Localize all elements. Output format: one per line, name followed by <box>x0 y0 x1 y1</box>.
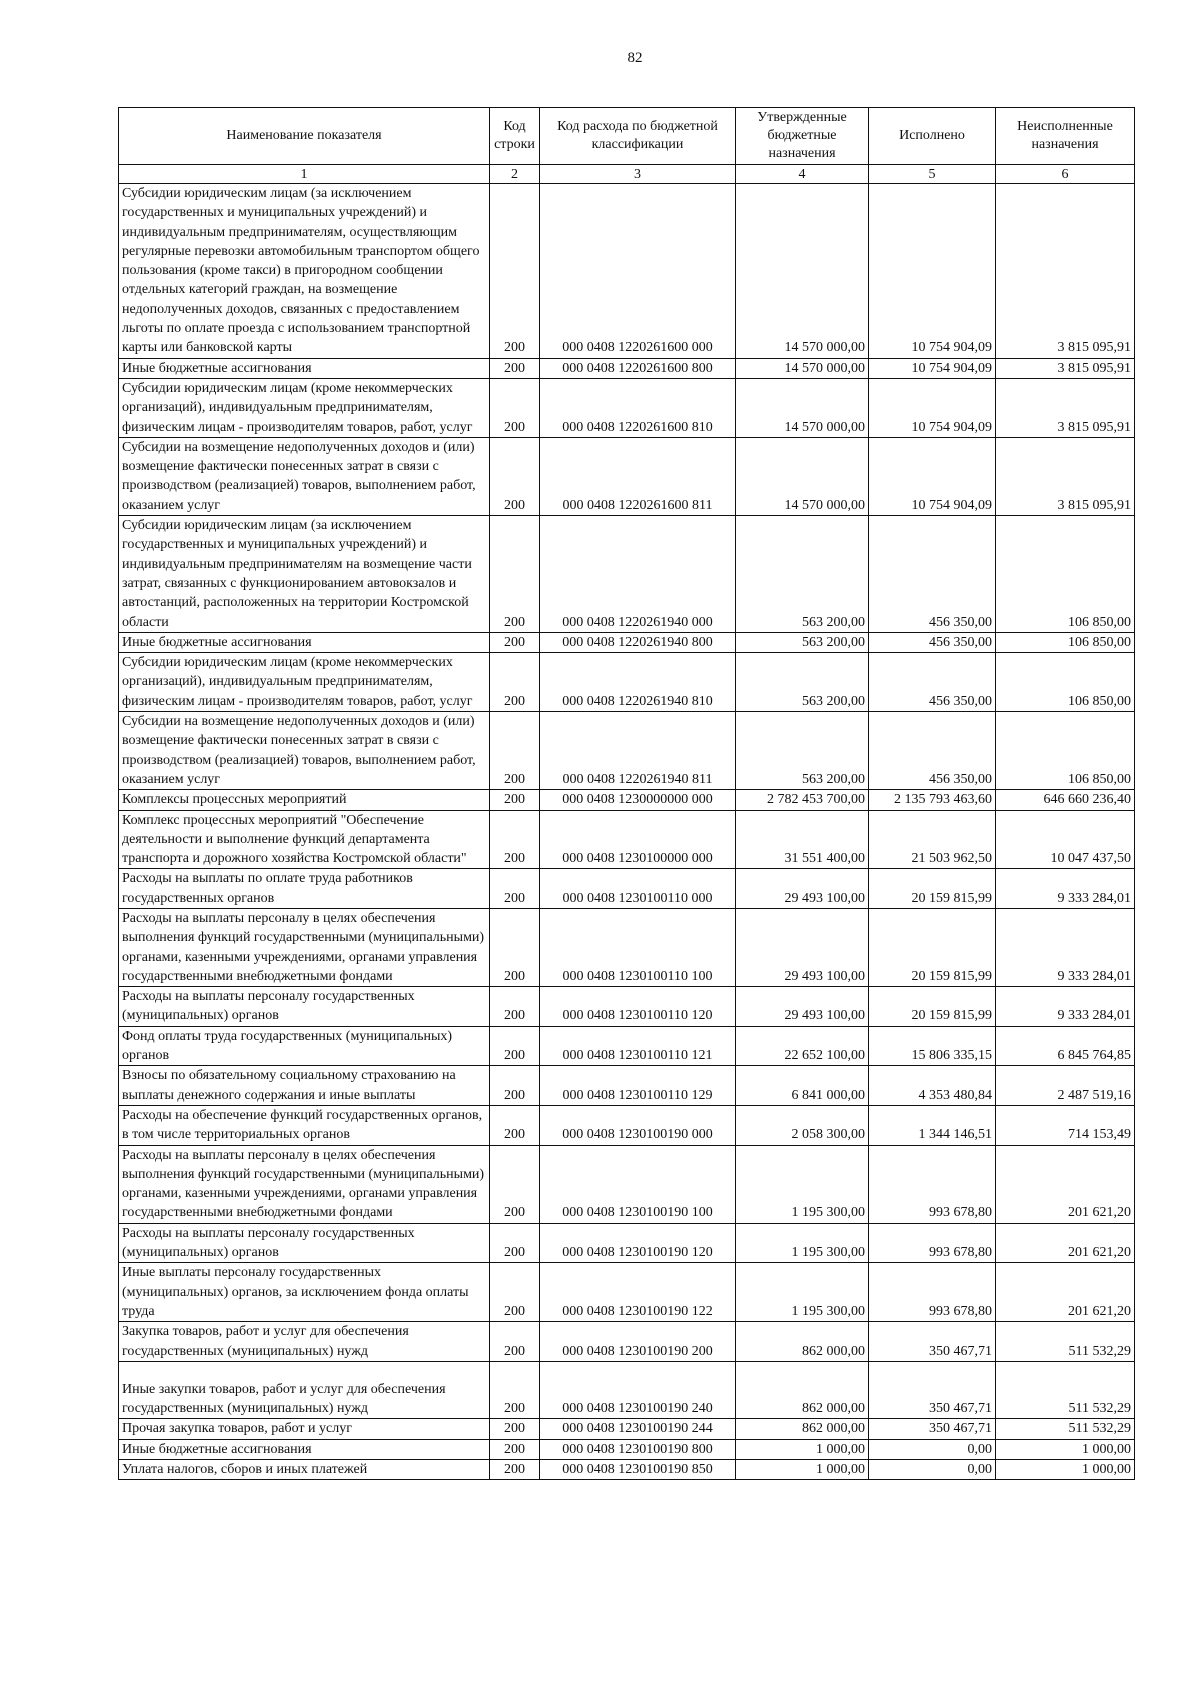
row-unexecuted-cell: 3 815 095,91 <box>996 378 1135 437</box>
row-unexecuted-cell: 6 845 764,85 <box>996 1026 1135 1066</box>
column-number: 6 <box>996 165 1135 184</box>
row-executed-cell: 20 159 815,99 <box>869 908 996 986</box>
row-code-cell: 200 <box>490 712 540 790</box>
column-number: 4 <box>736 165 869 184</box>
row-code-cell: 200 <box>490 1105 540 1145</box>
table-row <box>119 516 1135 633</box>
row-approved-cell: 22 652 100,00 <box>736 1026 869 1066</box>
table-row <box>119 1105 1135 1145</box>
row-code-cell: 200 <box>490 810 540 869</box>
row-executed-cell: 350 467,71 <box>869 1361 996 1419</box>
row-name-cell: Расходы на выплаты по оплате труда работников государственных органов <box>119 869 490 909</box>
row-unexecuted-cell: 106 850,00 <box>996 712 1135 790</box>
row-executed-cell: 20 159 815,99 <box>869 869 996 909</box>
row-unexecuted-cell: 2 487 519,16 <box>996 1066 1135 1106</box>
row-unexecuted-cell: 106 850,00 <box>996 516 1135 633</box>
row-classification-cell: 000 0408 1230100190 100 <box>540 1145 736 1223</box>
row-executed-cell: 21 503 962,50 <box>869 810 996 869</box>
row-classification-cell: 000 0408 1230100190 200 <box>540 1322 736 1362</box>
row-code-cell: 200 <box>490 1322 540 1362</box>
row-approved-cell: 1 195 300,00 <box>736 1223 869 1263</box>
row-classification-cell: 000 0408 1230100110 100 <box>540 908 736 986</box>
row-name-cell: Субсидии на возмещение недополученных доходов и (или) возмещение фактически понесенных затрат в связи с производством (реализацией) товаров, выполнением работ, оказанием услуг <box>119 712 490 790</box>
row-executed-cell: 456 350,00 <box>869 632 996 652</box>
row-name-cell: Прочая закупка товаров, работ и услуг <box>119 1419 490 1439</box>
row-unexecuted-cell: 10 047 437,50 <box>996 810 1135 869</box>
row-classification-cell: 000 0408 1230100190 850 <box>540 1460 736 1480</box>
header-executed: Исполнено <box>869 108 996 165</box>
row-code-cell: 200 <box>490 632 540 652</box>
table-row <box>119 1460 1135 1480</box>
row-executed-cell: 4 353 480,84 <box>869 1066 996 1106</box>
row-executed-cell: 1 344 146,51 <box>869 1105 996 1145</box>
row-approved-cell: 1 000,00 <box>736 1439 869 1459</box>
row-name-cell: Расходы на выплаты персоналу государственных (муниципальных) органов <box>119 987 490 1027</box>
row-name-cell: Иные бюджетные ассигнования <box>119 632 490 652</box>
table-row <box>119 653 1135 712</box>
row-unexecuted-cell: 1 000,00 <box>996 1460 1135 1480</box>
row-executed-cell: 0,00 <box>869 1460 996 1480</box>
row-executed-cell: 993 678,80 <box>869 1223 996 1263</box>
row-name-cell: Комплексы процессных мероприятий <box>119 790 490 810</box>
row-unexecuted-cell: 3 815 095,91 <box>996 437 1135 515</box>
row-approved-cell: 14 570 000,00 <box>736 437 869 515</box>
row-name-cell: Иные закупки товаров, работ и услуг для обеспечения государственных (муниципальных) нужд <box>119 1361 490 1419</box>
row-executed-cell: 350 467,71 <box>869 1419 996 1439</box>
row-code-cell: 200 <box>490 1361 540 1419</box>
row-executed-cell: 10 754 904,09 <box>869 378 996 437</box>
row-unexecuted-cell: 9 333 284,01 <box>996 987 1135 1027</box>
row-executed-cell: 0,00 <box>869 1439 996 1459</box>
row-approved-cell: 563 200,00 <box>736 516 869 633</box>
row-classification-cell: 000 0408 1220261940 000 <box>540 516 736 633</box>
row-unexecuted-cell: 9 333 284,01 <box>996 869 1135 909</box>
row-name-cell: Субсидии юридическим лицам (кроме некоммерческих организаций), индивидуальным предпринимателям, физическим лицам - производителям товаров, работ, услуг <box>119 653 490 712</box>
row-approved-cell: 31 551 400,00 <box>736 810 869 869</box>
row-code-cell: 200 <box>490 790 540 810</box>
row-classification-cell: 000 0408 1230100110 121 <box>540 1026 736 1066</box>
table-row <box>119 869 1135 909</box>
column-number: 3 <box>540 165 736 184</box>
row-code-cell: 200 <box>490 1145 540 1223</box>
row-classification-cell: 000 0408 1220261600 000 <box>540 184 736 359</box>
row-approved-cell: 14 570 000,00 <box>736 358 869 378</box>
row-name-cell: Субсидии юридическим лицам (за исключением государственных и муниципальных учреждений) и индивидуальным предпринимателям, осуществляющим регулярные перевозки автомобильным транспортом общего пользования (кроме такси) в пригородном сообщении отдельных категорий граждан, на возмещение недополученных доходов, связанных с предоставлением льготы по оплате проезда с использованием транспортной карты или банковской карты <box>119 184 490 359</box>
row-name-cell: Фонд оплаты труда государственных (муниципальных) органов <box>119 1026 490 1066</box>
row-name-cell: Иные бюджетные ассигнования <box>119 1439 490 1459</box>
row-executed-cell: 2 135 793 463,60 <box>869 790 996 810</box>
row-unexecuted-cell: 106 850,00 <box>996 653 1135 712</box>
row-code-cell: 200 <box>490 437 540 515</box>
row-executed-cell: 456 350,00 <box>869 516 996 633</box>
row-unexecuted-cell: 201 621,20 <box>996 1263 1135 1322</box>
row-classification-cell: 000 0408 1220261600 811 <box>540 437 736 515</box>
row-approved-cell: 29 493 100,00 <box>736 987 869 1027</box>
row-name-cell: Субсидии юридическим лицам (за исключением государственных и муниципальных учреждений) и индивидуальным предпринимателям на возмещение части затрат, связанных с функционированием автовокзалов и автостанций, расположенных на территории Костромской области <box>119 516 490 633</box>
table-row <box>119 632 1135 652</box>
row-unexecuted-cell: 511 532,29 <box>996 1419 1135 1439</box>
row-unexecuted-cell: 646 660 236,40 <box>996 790 1135 810</box>
row-approved-cell: 14 570 000,00 <box>736 184 869 359</box>
table-row <box>119 1145 1135 1223</box>
row-classification-cell: 000 0408 1220261600 800 <box>540 358 736 378</box>
table-row <box>119 437 1135 515</box>
budget-execution-table <box>118 107 1135 1480</box>
row-unexecuted-cell: 511 532,29 <box>996 1322 1135 1362</box>
table-row <box>119 1026 1135 1066</box>
row-classification-cell: 000 0408 1230100190 800 <box>540 1439 736 1459</box>
row-approved-cell: 14 570 000,00 <box>736 378 869 437</box>
row-approved-cell: 1 195 300,00 <box>736 1145 869 1223</box>
row-approved-cell: 563 200,00 <box>736 632 869 652</box>
table-row <box>119 1263 1135 1322</box>
row-code-cell: 200 <box>490 516 540 633</box>
row-classification-cell: 000 0408 1230100000 000 <box>540 810 736 869</box>
row-unexecuted-cell: 9 333 284,01 <box>996 908 1135 986</box>
row-unexecuted-cell: 201 621,20 <box>996 1223 1135 1263</box>
header-approved: Утвержденные бюджетные назначения <box>736 108 869 165</box>
row-approved-cell: 563 200,00 <box>736 653 869 712</box>
row-code-cell: 200 <box>490 1439 540 1459</box>
row-classification-cell: 000 0408 1220261600 810 <box>540 378 736 437</box>
row-executed-cell: 456 350,00 <box>869 712 996 790</box>
row-code-cell: 200 <box>490 653 540 712</box>
table-body <box>119 184 1135 1480</box>
table-row <box>119 790 1135 810</box>
column-number: 1 <box>119 165 490 184</box>
row-unexecuted-cell: 1 000,00 <box>996 1439 1135 1459</box>
row-code-cell: 200 <box>490 908 540 986</box>
row-executed-cell: 456 350,00 <box>869 653 996 712</box>
row-name-cell: Закупка товаров, работ и услуг для обеспечения государственных (муниципальных) нужд <box>119 1322 490 1362</box>
table-row <box>119 1322 1135 1362</box>
row-unexecuted-cell: 106 850,00 <box>996 632 1135 652</box>
row-code-cell: 200 <box>490 987 540 1027</box>
row-classification-cell: 000 0408 1230100110 120 <box>540 987 736 1027</box>
row-name-cell: Расходы на выплаты персоналу в целях обеспечения выполнения функций государственными (муниципальными) органами, казенными учреждениями, органами управления государственными внебюджетными фондами <box>119 1145 490 1223</box>
row-classification-cell: 000 0408 1230100110 129 <box>540 1066 736 1106</box>
table-row <box>119 378 1135 437</box>
table-row <box>119 987 1135 1027</box>
row-approved-cell: 862 000,00 <box>736 1322 869 1362</box>
row-executed-cell: 10 754 904,09 <box>869 358 996 378</box>
row-unexecuted-cell: 3 815 095,91 <box>996 358 1135 378</box>
row-executed-cell: 15 806 335,15 <box>869 1026 996 1066</box>
row-classification-cell: 000 0408 1220261940 810 <box>540 653 736 712</box>
row-executed-cell: 20 159 815,99 <box>869 987 996 1027</box>
column-number-row <box>119 165 1135 184</box>
row-unexecuted-cell: 3 815 095,91 <box>996 184 1135 359</box>
row-name-cell: Субсидии на возмещение недополученных доходов и (или) возмещение фактически понесенных затрат в связи с производством (реализацией) товаров, выполнением работ, оказанием услуг <box>119 437 490 515</box>
table-row <box>119 1361 1135 1419</box>
table-row <box>119 1419 1135 1439</box>
table-row <box>119 358 1135 378</box>
row-approved-cell: 862 000,00 <box>736 1419 869 1439</box>
row-name-cell: Взносы по обязательному социальному страхованию на выплаты денежного содержания и иные выплаты <box>119 1066 490 1106</box>
row-classification-cell: 000 0408 1230000000 000 <box>540 790 736 810</box>
row-approved-cell: 2 782 453 700,00 <box>736 790 869 810</box>
row-code-cell: 200 <box>490 1460 540 1480</box>
table-row <box>119 712 1135 790</box>
page-number: 82 <box>627 50 643 66</box>
row-approved-cell: 6 841 000,00 <box>736 1066 869 1106</box>
row-executed-cell: 10 754 904,09 <box>869 184 996 359</box>
row-code-cell: 200 <box>490 1026 540 1066</box>
row-code-cell: 200 <box>490 1263 540 1322</box>
row-name-cell: Иные выплаты персоналу государственных (муниципальных) органов, за исключением фонда оплаты труда <box>119 1263 490 1322</box>
row-classification-cell: 000 0408 1230100190 240 <box>540 1361 736 1419</box>
table-header-row <box>119 108 1135 165</box>
table-row <box>119 810 1135 869</box>
row-unexecuted-cell: 511 532,29 <box>996 1361 1135 1419</box>
row-code-cell: 200 <box>490 1419 540 1439</box>
row-executed-cell: 350 467,71 <box>869 1322 996 1362</box>
row-unexecuted-cell: 714 153,49 <box>996 1105 1135 1145</box>
row-name-cell: Расходы на выплаты персоналу государственных (муниципальных) органов <box>119 1223 490 1263</box>
row-name-cell: Субсидии юридическим лицам (кроме некоммерческих организаций), индивидуальным предпринимателям, физическим лицам - производителям товаров, работ, услуг <box>119 378 490 437</box>
row-classification-cell: 000 0408 1230100190 122 <box>540 1263 736 1322</box>
row-classification-cell: 000 0408 1230100110 000 <box>540 869 736 909</box>
header-row-code: Код строки <box>490 108 540 165</box>
row-approved-cell: 2 058 300,00 <box>736 1105 869 1145</box>
row-approved-cell: 29 493 100,00 <box>736 908 869 986</box>
row-classification-cell: 000 0408 1230100190 000 <box>540 1105 736 1145</box>
header-unexecuted: Неисполненные назначения <box>996 108 1135 165</box>
row-classification-cell: 000 0408 1220261940 800 <box>540 632 736 652</box>
row-name-cell: Комплекс процессных мероприятий "Обеспечение деятельности и выполнение функций департамента транспорта и дорожного хозяйства Костромской области" <box>119 810 490 869</box>
row-unexecuted-cell: 201 621,20 <box>996 1145 1135 1223</box>
row-code-cell: 200 <box>490 184 540 359</box>
row-name-cell: Уплата налогов, сборов и иных платежей <box>119 1460 490 1480</box>
row-code-cell: 200 <box>490 358 540 378</box>
table-row <box>119 184 1135 359</box>
row-approved-cell: 1 000,00 <box>736 1460 869 1480</box>
column-number: 5 <box>869 165 996 184</box>
row-approved-cell: 563 200,00 <box>736 712 869 790</box>
row-classification-cell: 000 0408 1220261940 811 <box>540 712 736 790</box>
column-number: 2 <box>490 165 540 184</box>
row-code-cell: 200 <box>490 378 540 437</box>
row-classification-cell: 000 0408 1230100190 244 <box>540 1419 736 1439</box>
row-code-cell: 200 <box>490 869 540 909</box>
table-row <box>119 908 1135 986</box>
row-executed-cell: 993 678,80 <box>869 1145 996 1223</box>
row-executed-cell: 10 754 904,09 <box>869 437 996 515</box>
row-approved-cell: 1 195 300,00 <box>736 1263 869 1322</box>
row-name-cell: Расходы на выплаты персоналу в целях обеспечения выполнения функций государственными (муниципальными) органами, казенными учреждениями, органами управления государственными внебюджетными фондами <box>119 908 490 986</box>
row-name-cell: Иные бюджетные ассигнования <box>119 358 490 378</box>
row-classification-cell: 000 0408 1230100190 120 <box>540 1223 736 1263</box>
row-name-cell: Расходы на обеспечение функций государственных органов, в том числе территориальных органов <box>119 1105 490 1145</box>
table-row <box>119 1439 1135 1459</box>
header-budget-code: Код расхода по бюджетной классификации <box>540 108 736 165</box>
table-row <box>119 1223 1135 1263</box>
row-approved-cell: 29 493 100,00 <box>736 869 869 909</box>
header-name: Наименование показателя <box>119 108 490 165</box>
row-executed-cell: 993 678,80 <box>869 1263 996 1322</box>
table-row <box>119 1066 1135 1106</box>
row-code-cell: 200 <box>490 1066 540 1106</box>
row-approved-cell: 862 000,00 <box>736 1361 869 1419</box>
row-code-cell: 200 <box>490 1223 540 1263</box>
